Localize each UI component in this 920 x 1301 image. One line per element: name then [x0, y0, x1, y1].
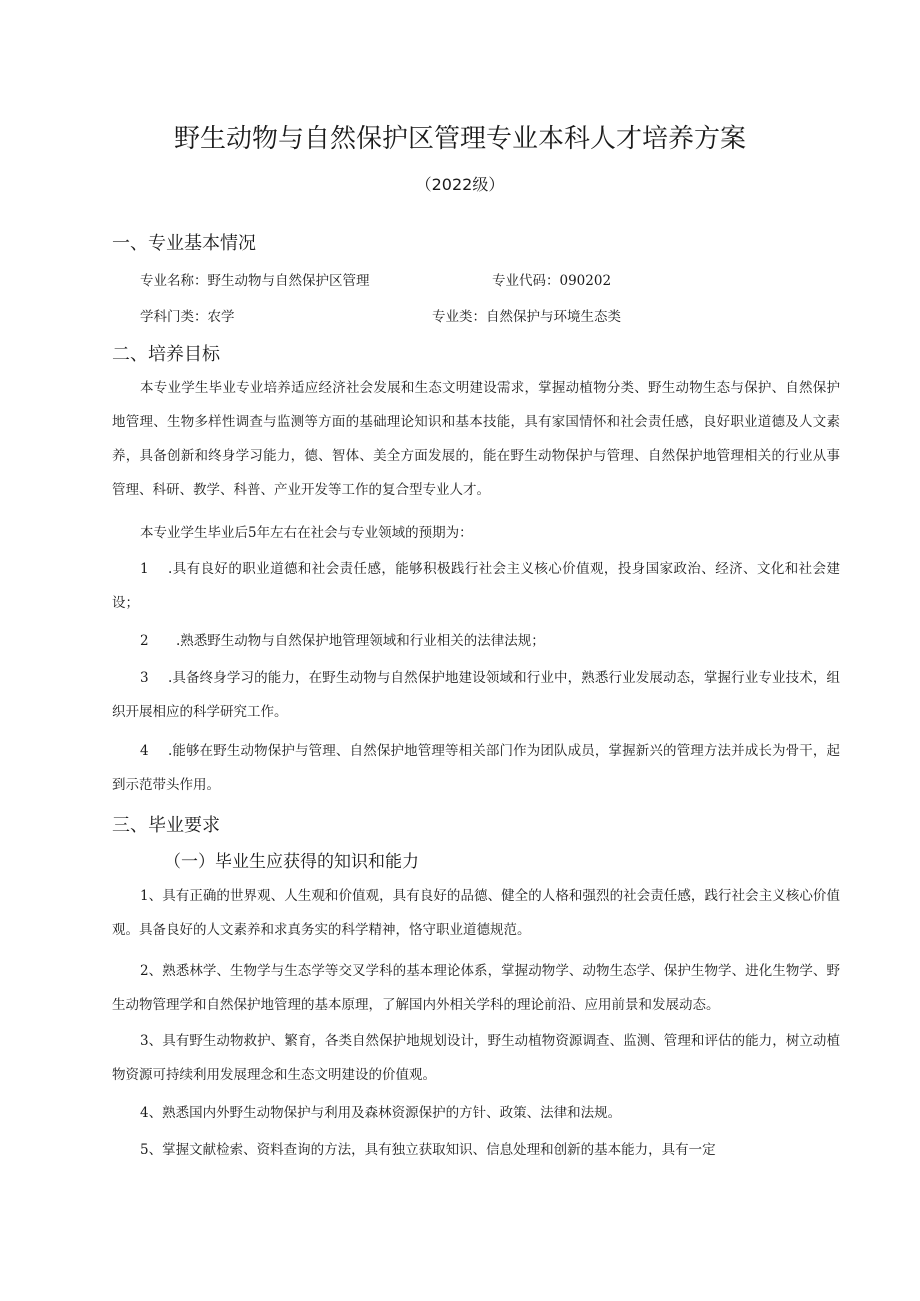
requirement-4: 4、熟悉国内外野生动物保护与利用及森林资源保护的方针、政策、法律和法规。: [140, 1105, 622, 1121]
subsection-heading: （一）毕业生应获得的知识和能力: [164, 852, 419, 872]
major-class: 专业类：自然保护与环境生态类: [432, 309, 621, 325]
item-text: .熟悉野生动物与自然保护地管理领域和行业相关的法律法规；: [176, 633, 545, 649]
expectation-item-3: [112, 661, 840, 729]
expectation-item-1: [112, 552, 840, 620]
requirement-5: 5、掌握文献检索、资料查询的方法，具有独立获取知识、信息处理和创新的基本能力，具有一定: [140, 1142, 716, 1158]
item-text: .具有良好的职业道德和社会责任感，能够积极践行社会主义核心价值观，投身国家政治、经济、文化和社会建设；: [112, 561, 840, 611]
document-title: 野生动物与自然保护区管理专业本科人才培养方案: [173, 124, 746, 154]
document-subtitle: （2022级）: [415, 175, 505, 194]
major-code: 专业代码：090202: [492, 273, 612, 289]
item-number: 1: [140, 561, 149, 577]
item-number: 2: [140, 633, 149, 649]
requirement-2: 2、熟悉林学、生物学与生态学等交叉学科的基本理论体系，掌握动物学、动物生态学、保护生物学、进化生物学、野生动物管理学和自然保护地管理的基本原理，了解国内外相关学科的理论前沿、应用前景和发展动态。: [112, 963, 840, 1013]
major-name: 专业名称：野生动物与自然保护区管理: [140, 273, 370, 289]
expectation-item-4: [112, 734, 840, 802]
training-goal-paragraph: 本专业学生毕业专业培养适应经济社会发展和生态文明建设需求，掌握动植物分类、野生动物生态与保护、自然保护地管理、生物多样性调查与监测等方面的基础理论知识和基本技能，具有家国情怀和社会责任感，良好职业道德及人文素养，具备创新和终身学习能力，德、智体、美全方面发展的，能在野生动物保护与管理、自然保护地管理相关的行业从事管理、科研、教学、科普、产业开发等工作的复合型专业人才。: [112, 380, 840, 498]
item-number: 3: [140, 670, 149, 686]
section-1-heading: 一、专业基本情况: [112, 233, 256, 254]
item-text: .具备终身学习的能力，在野生动物与自然保护地建设领域和行业中，熟悉行业发展动态，掌握行业专业技术，组织开展相应的科学研究工作。: [112, 670, 840, 720]
section-2-heading: 二、培养目标: [112, 344, 220, 365]
section-3-heading: 三、毕业要求: [112, 815, 220, 836]
expectation-item-2: [112, 624, 840, 658]
item-number: 4: [140, 743, 149, 759]
discipline-category: 学科门类：农学: [140, 309, 235, 325]
expectation-intro: 本专业学生毕业后5年左右在社会与专业领域的预期为：: [140, 525, 473, 541]
requirement-3: 3、具有野生动物救护、繁育，各类自然保护地规划设计，野生动植物资源调查、监测、管理和评估的能力，树立动植物资源可持续利用发展理念和生态文明建设的价值观。: [112, 1033, 840, 1083]
requirement-1: 1、具有正确的世界观、人生观和价值观，具有良好的品德、健全的人格和强烈的社会责任感，践行社会主义核心价值观。具备良好的人文素养和求真务实的科学精神，恪守职业道德规范。: [112, 888, 840, 938]
item-text: .能够在野生动物保护与管理、自然保护地管理等相关部门作为团队成员，掌握新兴的管理方法并成长为骨干，起到示范带头作用。: [112, 743, 840, 793]
